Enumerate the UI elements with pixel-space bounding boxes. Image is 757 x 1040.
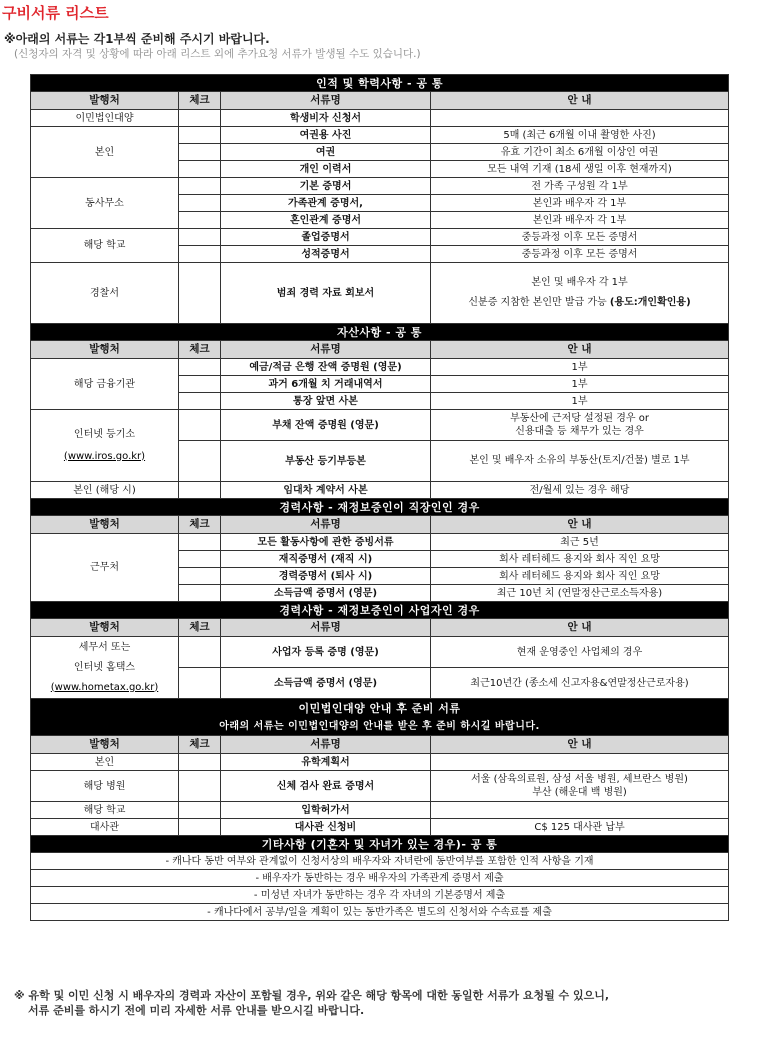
note-cell bbox=[431, 110, 729, 127]
table-row bbox=[31, 637, 729, 668]
doc-cell: 졸업증명서 bbox=[221, 229, 431, 246]
check-cell[interactable] bbox=[179, 637, 221, 668]
section-title: 인적 및 학력사항 - 공 통 bbox=[31, 75, 729, 92]
note-cell: 최근 10년 치 (연말정산근로소득자용) bbox=[431, 585, 729, 602]
note-cell: 본인과 배우자 각 1부 bbox=[431, 195, 729, 212]
header-note: 안 내 bbox=[431, 619, 729, 637]
issuer-line: 인터넷 등기소 bbox=[73, 428, 136, 440]
table-row bbox=[31, 754, 729, 771]
table-row bbox=[31, 771, 729, 802]
header-note: 안 내 bbox=[431, 736, 729, 754]
issuer-line: 인터넷 홈택스 bbox=[73, 661, 136, 673]
doc-cell: 경력증명서 (퇴사 시) bbox=[221, 568, 431, 585]
check-cell[interactable] bbox=[179, 376, 221, 393]
doc-cell: 가족관계 증명서, bbox=[221, 195, 431, 212]
check-cell[interactable] bbox=[179, 178, 221, 195]
table-header-row bbox=[31, 92, 729, 110]
note-cell: 회사 레터헤드 용지와 회사 직인 요망 bbox=[431, 568, 729, 585]
table-header-row bbox=[31, 736, 729, 754]
document-checklist-table bbox=[30, 74, 729, 921]
header-doc: 서류명 bbox=[221, 619, 431, 637]
table-header-row bbox=[31, 341, 729, 359]
note-emphasis: (용도:개인확인용) bbox=[609, 297, 691, 308]
header-doc: 서류명 bbox=[221, 736, 431, 754]
note-cell: 1부 bbox=[431, 359, 729, 376]
header-issuer: 발행처 bbox=[31, 341, 179, 359]
issuer-cell: 해당 병원 bbox=[31, 771, 179, 802]
header-doc: 서류명 bbox=[221, 92, 431, 110]
list-item bbox=[31, 887, 729, 904]
issuer-cell: 해당 학교 bbox=[31, 802, 179, 819]
note-item: - 캐나다에서 공부/일을 계획이 있는 동반가족은 별도의 신청서와 수속료를 제출 bbox=[31, 904, 729, 921]
doc-cell: 기본 증명서 bbox=[221, 178, 431, 195]
section-title-text: 이민법인대양 안내 후 준비 서류 bbox=[298, 701, 461, 715]
issuer-cell bbox=[31, 410, 179, 482]
list-item bbox=[31, 904, 729, 921]
note-cell bbox=[431, 754, 729, 771]
issuer-line: 세무서 또는 bbox=[78, 641, 131, 653]
header-doc: 서류명 bbox=[221, 341, 431, 359]
doc-cell: 모든 활동사항에 관한 증빙서류 bbox=[221, 534, 431, 551]
check-cell[interactable] bbox=[179, 161, 221, 178]
note-cell: 모든 내역 기재 (18세 생일 이후 현재까지) bbox=[431, 161, 729, 178]
note-cell: 회사 레터헤드 용지와 회사 직인 요망 bbox=[431, 551, 729, 568]
table-row bbox=[31, 178, 729, 195]
doc-cell: 과거 6개월 치 거래내역서 bbox=[221, 376, 431, 393]
doc-cell: 임대차 계약서 사본 bbox=[221, 482, 431, 499]
note-cell: 중등과정 이후 모든 증명서 bbox=[431, 229, 729, 246]
note-cell: C$ 125 대사관 납부 bbox=[431, 819, 729, 836]
check-cell[interactable] bbox=[179, 802, 221, 819]
page-title: 구비서류 리스트 bbox=[2, 4, 109, 22]
check-cell[interactable] bbox=[179, 819, 221, 836]
note-cell: 유효 기간이 최소 6개월 이상인 여권 bbox=[431, 144, 729, 161]
issuer-cell: 동사무소 bbox=[31, 178, 179, 229]
check-cell[interactable] bbox=[179, 668, 221, 699]
table-row bbox=[31, 110, 729, 127]
header-check: 체크 bbox=[179, 92, 221, 110]
note-cell bbox=[431, 263, 729, 324]
intro-subnotice: (신청자의 자격 및 상황에 따라 아래 리스트 외에 추가요청 서류가 발생될 수도 있습니다.) bbox=[14, 48, 421, 60]
note-line: 본인 및 배우자 각 1부 bbox=[531, 277, 628, 288]
check-cell[interactable] bbox=[179, 144, 221, 161]
note-line: 신분증 지참한 본인만 발급 가능 bbox=[468, 297, 607, 308]
note-cell: 최근 5년 bbox=[431, 534, 729, 551]
section-title: 자산사항 - 공 통 bbox=[31, 324, 729, 341]
check-cell[interactable] bbox=[179, 585, 221, 602]
doc-cell: 개인 이력서 bbox=[221, 161, 431, 178]
check-cell[interactable] bbox=[179, 534, 221, 551]
note-cell: 1부 bbox=[431, 393, 729, 410]
issuer-cell: 경찰서 bbox=[31, 263, 179, 324]
issuer-cell: 근무처 bbox=[31, 534, 179, 602]
note-cell: 현재 운영중인 사업체의 경우 bbox=[431, 637, 729, 668]
hometax-link[interactable]: (www.hometax.go.kr) bbox=[50, 681, 159, 693]
note-cell: 전 가족 구성원 각 1부 bbox=[431, 178, 729, 195]
doc-cell: 대사관 신청비 bbox=[221, 819, 431, 836]
footer-notice bbox=[14, 988, 609, 1018]
check-cell[interactable] bbox=[179, 263, 221, 324]
doc-cell: 성적증명서 bbox=[221, 246, 431, 263]
check-cell[interactable] bbox=[179, 127, 221, 144]
note-line: 부산 (해운대 백 병원) bbox=[532, 787, 627, 798]
note-cell bbox=[431, 410, 729, 441]
note-cell: 본인 및 배우자 소유의 부동산(토지/건물) 별로 1부 bbox=[431, 441, 729, 482]
section-title: 경력사항 - 재정보증인이 직장인인 경우 bbox=[31, 499, 729, 516]
note-line: 서울 (삼육의료원, 삼성 서울 병원, 세브란스 병원) bbox=[471, 774, 688, 785]
issuer-cell: 본인 bbox=[31, 754, 179, 771]
table-header-row bbox=[31, 619, 729, 637]
doc-cell: 사업자 등록 증명 (영문) bbox=[221, 637, 431, 668]
table-row bbox=[31, 263, 729, 324]
doc-cell: 신체 검사 완료 증명서 bbox=[221, 771, 431, 802]
table-row bbox=[31, 819, 729, 836]
issuer-cell: 해당 학교 bbox=[31, 229, 179, 263]
header-issuer: 발행처 bbox=[31, 92, 179, 110]
table-row bbox=[31, 534, 729, 551]
note-line: 부동산에 근저당 설정된 경우 or bbox=[510, 413, 649, 424]
table-header-row bbox=[31, 516, 729, 534]
doc-cell: 유학계획서 bbox=[221, 754, 431, 771]
doc-cell: 여권 bbox=[221, 144, 431, 161]
check-cell[interactable] bbox=[179, 393, 221, 410]
note-item: - 미성년 자녀가 동반하는 경우 각 자녀의 기본증명서 제출 bbox=[31, 887, 729, 904]
issuer-cell: 해당 금융기관 bbox=[31, 359, 179, 410]
header-check: 체크 bbox=[179, 516, 221, 534]
doc-cell: 학생비자 신청서 bbox=[221, 110, 431, 127]
note-line: 신용대출 등 채무가 있는 경우 bbox=[515, 426, 644, 437]
check-cell[interactable] bbox=[179, 568, 221, 585]
table-row bbox=[31, 229, 729, 246]
table-row bbox=[31, 127, 729, 144]
check-cell[interactable] bbox=[179, 482, 221, 499]
doc-cell: 통장 앞면 사본 bbox=[221, 393, 431, 410]
check-cell[interactable] bbox=[179, 229, 221, 246]
check-cell[interactable] bbox=[179, 359, 221, 376]
note-item: - 배우자가 동반하는 경우 배우자의 가족관계 증명서 제출 bbox=[31, 870, 729, 887]
header-issuer: 발행처 bbox=[31, 736, 179, 754]
header-note: 안 내 bbox=[431, 92, 729, 110]
doc-cell: 부채 잔액 증명원 (영문) bbox=[221, 410, 431, 441]
table-row bbox=[31, 410, 729, 441]
issuer-cell: 본인 bbox=[31, 127, 179, 178]
list-item bbox=[31, 870, 729, 887]
header-check: 체크 bbox=[179, 736, 221, 754]
doc-cell: 혼인관계 증명서 bbox=[221, 212, 431, 229]
note-cell: 본인과 배우자 각 1부 bbox=[431, 212, 729, 229]
doc-cell: 입학허가서 bbox=[221, 802, 431, 819]
header-check: 체크 bbox=[179, 341, 221, 359]
table-row bbox=[31, 802, 729, 819]
list-item bbox=[31, 853, 729, 870]
section-title: 기타사항 (기혼자 및 자녀가 있는 경우)- 공 통 bbox=[31, 836, 729, 853]
note-item: - 캐나다 동반 여부와 관계없이 신청서상의 배우자와 자녀란에 동반여부를 포함한 인적 사항을 기재 bbox=[31, 853, 729, 870]
doc-cell: 재직증명서 (재직 시) bbox=[221, 551, 431, 568]
iros-link[interactable]: (www.iros.go.kr) bbox=[63, 450, 146, 462]
check-cell[interactable] bbox=[179, 246, 221, 263]
check-cell[interactable] bbox=[179, 410, 221, 441]
check-cell[interactable] bbox=[179, 441, 221, 482]
doc-cell: 소득금액 증명서 (영문) bbox=[221, 585, 431, 602]
issuer-cell: 대사관 bbox=[31, 819, 179, 836]
header-issuer: 발행처 bbox=[31, 619, 179, 637]
check-cell[interactable] bbox=[179, 754, 221, 771]
issuer-cell bbox=[31, 637, 179, 699]
section-title bbox=[31, 699, 729, 736]
note-cell: 중등과정 이후 모든 증명서 bbox=[431, 246, 729, 263]
doc-cell: 부동산 등기부등본 bbox=[221, 441, 431, 482]
header-doc: 서류명 bbox=[221, 516, 431, 534]
note-cell: 1부 bbox=[431, 376, 729, 393]
footer-line: ※ 유학 및 이민 신청 시 배우자의 경력과 자산이 포함될 경우, 위와 같은 해당 항목에 대한 동일한 서류가 요청될 수 있으니, bbox=[14, 989, 610, 1002]
doc-cell: 소득금액 증명서 (영문) bbox=[221, 668, 431, 699]
note-cell bbox=[431, 771, 729, 802]
check-cell[interactable] bbox=[179, 551, 221, 568]
note-cell: 5매 (최근 6개월 이내 촬영한 사진) bbox=[431, 127, 729, 144]
section-title: 경력사항 - 재정보증인이 사업자인 경우 bbox=[31, 602, 729, 619]
check-cell[interactable] bbox=[179, 212, 221, 229]
issuer-cell: 본인 (해당 시) bbox=[31, 482, 179, 499]
doc-cell: 여권용 사진 bbox=[221, 127, 431, 144]
doc-cell: 범죄 경력 자료 회보서 bbox=[221, 263, 431, 324]
note-cell: 최근10년간 (종소세 신고자용&연말정산근로자용) bbox=[431, 668, 729, 699]
issuer-cell: 이민법인대양 bbox=[31, 110, 179, 127]
header-check: 체크 bbox=[179, 619, 221, 637]
note-cell bbox=[431, 802, 729, 819]
section-subtitle: 아래의 서류는 이민법인대양의 안내를 받은 후 준비 하시길 바랍니다. bbox=[219, 720, 540, 732]
table-row bbox=[31, 482, 729, 499]
check-cell[interactable] bbox=[179, 771, 221, 802]
doc-cell: 예금/적금 은행 잔액 증명원 (영문) bbox=[221, 359, 431, 376]
table-row bbox=[31, 359, 729, 376]
footer-line: 서류 준비를 하시기 전에 미리 자세한 서류 안내를 받으시길 바랍니다. bbox=[28, 1004, 365, 1017]
header-note: 안 내 bbox=[431, 516, 729, 534]
check-cell[interactable] bbox=[179, 195, 221, 212]
intro-notice: ※아래의 서류는 각1부씩 준비해 주시기 바랍니다. bbox=[4, 32, 270, 46]
header-note: 안 내 bbox=[431, 341, 729, 359]
note-cell: 전/월세 있는 경우 해당 bbox=[431, 482, 729, 499]
header-issuer: 발행처 bbox=[31, 516, 179, 534]
check-cell[interactable] bbox=[179, 110, 221, 127]
